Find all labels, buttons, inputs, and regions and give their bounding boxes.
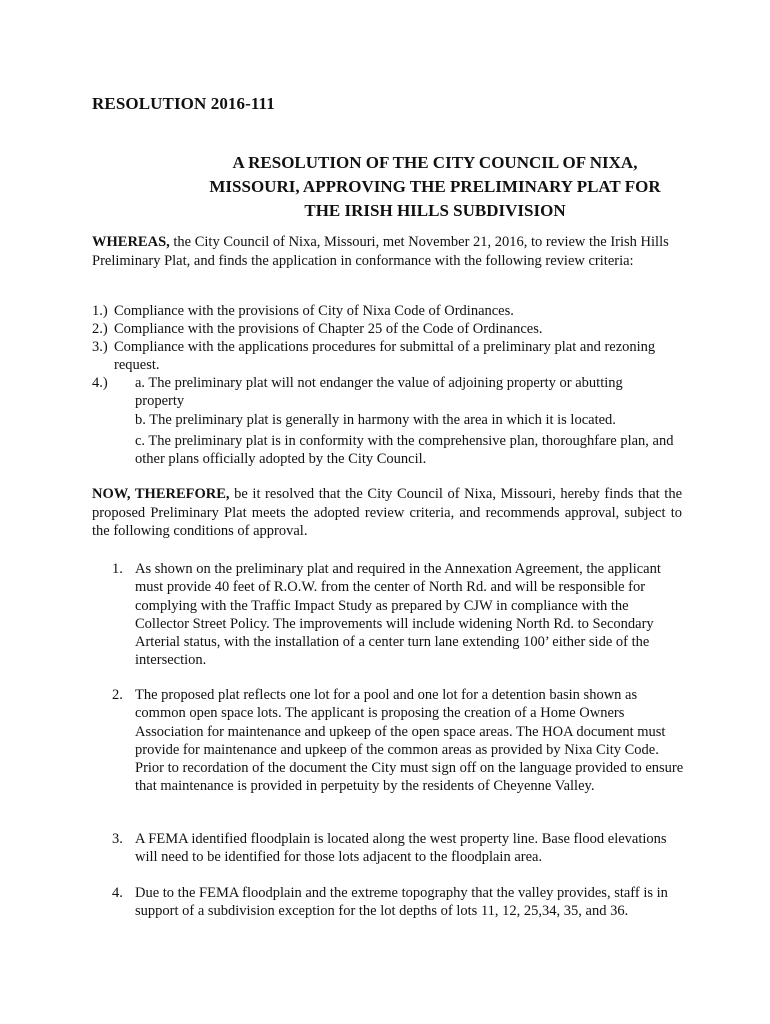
whereas-paragraph <box>92 233 692 270</box>
criteria-number: 4.) <box>92 375 108 391</box>
title-line: THE IRISH HILLS SUBDIVISION <box>304 201 566 220</box>
criteria-text-content: Compliance with the applications procedures for submittal of a preliminary plat and rezoning request. <box>114 339 656 373</box>
condition-number: 1. <box>112 561 123 577</box>
condition-text: Due to the FEMA floodplain and the extreme topography that the valley provides, staff is in support of a subdivision exception for the lot depths of lots 11, 12, 25,34, 35, and 36. <box>135 885 668 920</box>
title-line: A RESOLUTION OF THE CITY COUNCIL OF NIXA, <box>232 153 638 172</box>
criteria-number: 1.) <box>92 303 108 319</box>
criteria-subitem-a: a. The preliminary plat will not endanger the value of adjoining property or abutting property <box>135 375 623 409</box>
criteria-text: Compliance with the provisions of City of Nixa Code of Ordinances. <box>114 303 514 319</box>
resolution-number: RESOLUTION 2016-111 <box>92 94 275 113</box>
whereas-text: the City Council of Nixa, Missouri, met November 21, 2016, to review the Irish Hills Preliminary Plat, and finds the application in conformance with the following review criteria: <box>92 234 669 269</box>
criteria-text: Compliance with the provisions of Chapter 25 of the Code of Ordinances. <box>114 321 543 337</box>
resolution-title <box>150 151 720 223</box>
criteria-number: 2.) <box>92 321 108 337</box>
now-therefore-lead: NOW, THEREFORE, <box>92 486 230 502</box>
criteria-subitem-c: c. The preliminary plat is in conformity with the comprehensive plan, thoroughfare plan, and other plans officially adopted by the City Council. <box>135 433 674 467</box>
condition-text: A FEMA identified floodplain is located along the west property line. Base flood elevations will need to be identified for those lots adjacent to the floodplain area. <box>135 831 667 866</box>
condition-text: The proposed plat reflects one lot for a pool and one lot for a detention basin shown as common open space lots. The applicant is proposing the creation of a Home Owners Association for maintenance and upkeep of the open space areas. The HOA document must provide for maintenance and upkeep of the common areas as provided by Nixa City Code. Prior to recordation of the document the City must sign off on the language provided to ensure that maintenance is provided in perpetuity by the residents of Cheyenne Valley. <box>135 687 684 795</box>
condition-number: 4. <box>112 885 123 901</box>
criteria-subitem-b: b. The preliminary plat is generally in harmony with the area in which it is located. <box>135 412 616 428</box>
whereas-lead: WHEREAS, <box>92 234 170 250</box>
condition-number: 3. <box>112 831 123 847</box>
criteria-number: 3.) <box>92 339 108 355</box>
title-line: MISSOURI, APPROVING THE PRELIMINARY PLAT FOR <box>209 177 661 196</box>
criteria-text <box>114 338 689 374</box>
condition-text: As shown on the preliminary plat and required in the Annexation Agreement, the applicant must provide 40 feet of R.O.W. from the center of North Rd. and will be responsible for complying with the Traffic Impact Study as prepared by CJW in compliance with the Collector Street Policy. The improvements will include widening North Rd. to Secondary Arterial status, with the installation of a center turn lane extending 100’ either side of the intersection. <box>135 561 661 669</box>
now-therefore-paragraph <box>92 485 682 541</box>
condition-number: 2. <box>112 687 123 703</box>
now-therefore-text: be it resolved that the City Council of Nixa, Missouri, hereby finds that the proposed Preliminary Plat meets the adopted review criteria, and recommends approval, subject to the following conditions of approval. <box>92 486 683 539</box>
